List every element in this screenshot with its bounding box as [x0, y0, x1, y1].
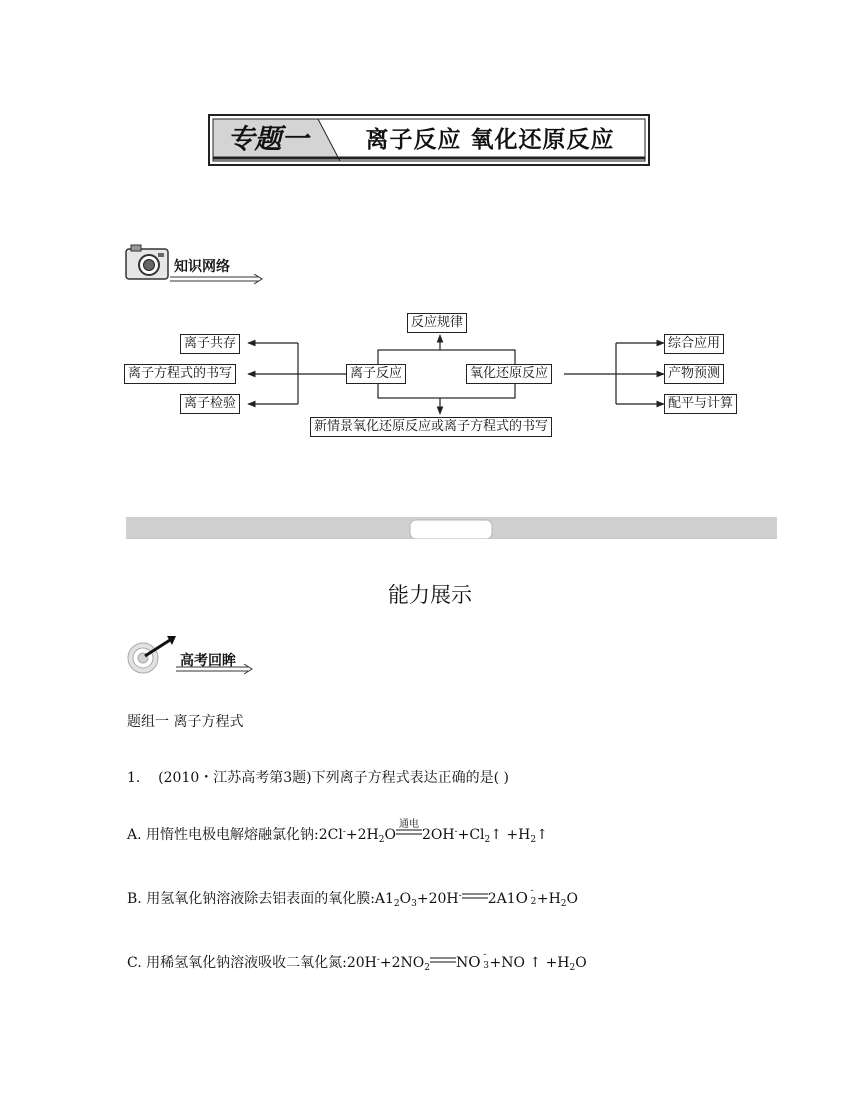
camera-icon [125, 244, 171, 282]
reaction-condition: 通电 [398, 819, 419, 830]
ion-symbol: O [515, 889, 528, 907]
option-c-text: +2NO [379, 955, 425, 971]
chapter-title-banner [208, 114, 650, 166]
option-b-text: O [566, 891, 579, 907]
node-ion-detection: 离子检验 [180, 394, 240, 414]
option-a-text: O [384, 827, 396, 843]
option-a [127, 819, 548, 845]
node-ion-coexistence: 离子共存 [180, 334, 240, 354]
node-comprehensive-application: 综合应用 [664, 334, 724, 354]
ability-display-heading: 能力展示 [388, 583, 472, 607]
double-line-sign [462, 891, 488, 901]
ion-symbol: O [468, 953, 481, 971]
option-a-text: +2H [345, 827, 379, 843]
option-b-text: B. 用氢氧化钠溶液除去铝表面的氧化膜:A1 [127, 891, 394, 907]
knowledge-network-label: 知识网络 [174, 259, 230, 275]
option-c-text: +NO ↑ +H [489, 955, 570, 971]
option-c-text: N [456, 955, 469, 971]
option-c-text: C. 用稀氢氧化钠溶液吸收二氧化氮:20H [127, 955, 377, 971]
node-product-prediction: 产物预测 [664, 364, 724, 384]
option-b-text: +H [536, 891, 561, 907]
ion-subscript: 3 [483, 961, 489, 971]
option-c [127, 952, 587, 973]
option-b-text: 2A1 [487, 891, 516, 907]
option-c-subscript: 2 [569, 963, 576, 973]
node-reaction-rules: 反应规律 [407, 313, 467, 333]
node-ionic-reaction: 离子反应 [346, 364, 406, 384]
option-c-subscript: 2 [424, 963, 431, 973]
option-b-subscript: 2 [560, 899, 567, 909]
option-b-charge: - [458, 891, 462, 901]
section-divider [126, 517, 777, 539]
node-redox-reaction: 氧化还原反应 [466, 364, 552, 384]
option-b-subscript: 2 [393, 899, 400, 909]
node-balancing-calculation: 配平与计算 [664, 394, 737, 414]
question-stem: (2010・江苏高考第3题)下列离子方程式表达正确的是( ) [158, 770, 510, 786]
option-b-subscript: 3 [411, 899, 417, 909]
node-ionic-equation-writing: 离子方程式的书写 [124, 364, 236, 384]
ion-subscript: 2 [530, 897, 537, 907]
option-b-text: O [399, 891, 412, 907]
option-c-charge: - [376, 955, 380, 965]
option-a-text: ↑ +H [490, 827, 531, 843]
double-line-sign [430, 955, 456, 965]
question-number: 1. [127, 770, 141, 786]
option-b-text: +20H [416, 891, 459, 907]
option-a-text: 2OH [421, 827, 455, 843]
option-a-subscript: 2 [484, 835, 491, 845]
exam-review-label: 高考回眸 [180, 653, 236, 669]
option-a-charge: - [342, 827, 346, 837]
option-a-text: ↑ [536, 827, 548, 843]
node-new-context-writing: 新情景氧化还原反应或离子方程式的书写 [310, 417, 552, 437]
ion-charge: - [483, 950, 487, 960]
option-a-subscript: 2 [378, 835, 385, 845]
option-a-subscript: 2 [530, 835, 537, 845]
option-a-charge: - [454, 827, 458, 837]
option-a-text: A. 用惰性电极电解熔融氯化钠:2Cl [127, 827, 343, 843]
option-c-text: O [575, 955, 587, 971]
question-group-title: 题组一 离子方程式 [127, 714, 244, 730]
chapter-title: 离子反应 氧化还原反应 [365, 127, 615, 153]
oxygen-ion [515, 886, 537, 907]
option-b [127, 888, 578, 909]
exam-review-underline-arrow [176, 664, 256, 676]
nitrogen-oxide-ion [468, 950, 489, 971]
chapter-number: 专题一 [227, 124, 309, 155]
knowledge-underline-arrow [170, 274, 266, 286]
option-a-text: +Cl [457, 827, 485, 843]
ion-charge: - [530, 886, 534, 896]
target-icon [124, 634, 182, 674]
question-1 [127, 767, 509, 787]
knowledge-diagram [120, 306, 760, 442]
electrolysis-equals-sign [396, 819, 422, 843]
